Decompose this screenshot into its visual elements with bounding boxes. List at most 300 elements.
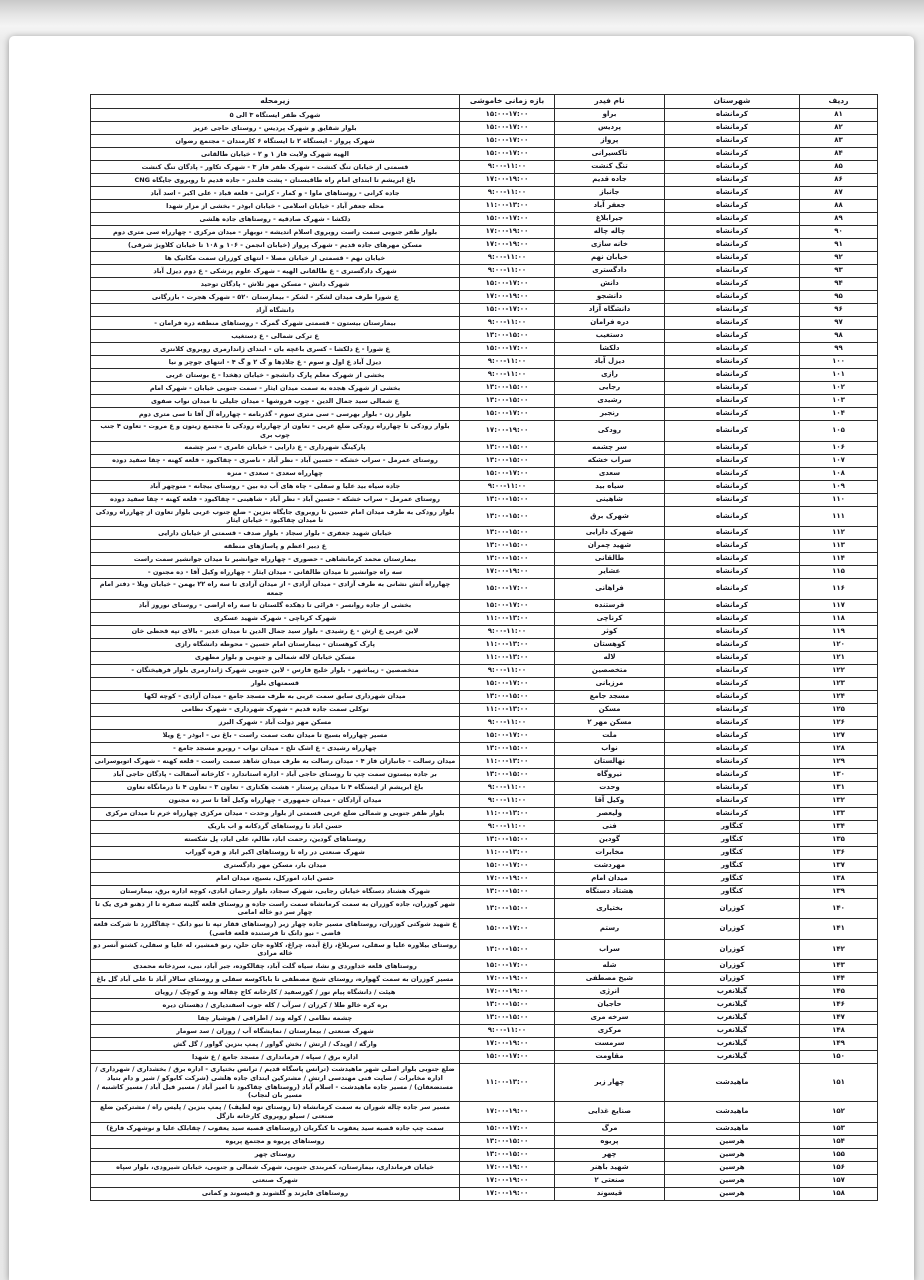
cell-subareas: ع دبیر اعظم و پاساژهای منطقه [91, 540, 460, 553]
cell-subareas: بخشی از جاده روانسر - قرائی تا دهکده گلستان تا سه راه اراضی - روستای نوروز آباد [91, 599, 460, 612]
cell-county: کرمانشاه [665, 612, 800, 625]
cell-subareas: بیمارستان محمد کرمانشاهی - حصوری - چهارراه جوانشیر تا میدان جوانشیر سمت راست [91, 553, 460, 566]
cell-row-number: ۱۴۹ [800, 1038, 878, 1051]
cell-county: کرمانشاه [665, 625, 800, 638]
table-row [91, 252, 878, 265]
cell-feeder: سرخه مری [555, 1012, 665, 1025]
cell-subareas: شهرک دانش - مسکن مهر تلاش - پادگان توحید [91, 278, 460, 291]
cell-county: کرمانشاه [665, 317, 800, 330]
cell-time-range: ۱۳:۰۰-۱۵:۰۰ [460, 382, 555, 395]
cell-subareas: جاده کرانی - روستاهای ماوا - و کمار - کرانی - قلعه قباد - علی اکبر - اسد آباد [91, 187, 460, 200]
cell-county: کنگاور [665, 820, 800, 833]
cell-time-range: ۱۵:۰۰-۱۷:۰۰ [460, 109, 555, 122]
table-row [91, 1025, 878, 1038]
cell-row-number: ۱۲۱ [800, 651, 878, 664]
cell-row-number: ۱۴۲ [800, 939, 878, 960]
table-row [91, 493, 878, 506]
table-row [91, 467, 878, 480]
cell-row-number: ۸۴ [800, 148, 878, 161]
table-row [91, 1148, 878, 1161]
cell-subareas: محله جعفر آباد - خیابان اسلامی - خیابان ابوذر - بخشی از مزار شهدا [91, 200, 460, 213]
cell-county: کرمانشاه [665, 135, 800, 148]
cell-time-range: ۱۳:۰۰-۱۵:۰۰ [460, 898, 555, 919]
cell-county: کرمانشاه [665, 226, 800, 239]
table-row [91, 638, 878, 651]
cell-row-number: ۱۰۹ [800, 480, 878, 493]
cell-feeder: مسکن [555, 703, 665, 716]
cell-time-range: ۹:۰۰-۱۱:۰۰ [460, 161, 555, 174]
cell-time-range: ۱۳:۰۰-۱۵:۰۰ [460, 999, 555, 1012]
cell-row-number: ۱۰۲ [800, 382, 878, 395]
table-row [91, 304, 878, 317]
cell-time-range: ۱۷:۰۰-۱۹:۰۰ [460, 226, 555, 239]
cell-county: هرسین [665, 1135, 800, 1148]
cell-feeder: پریوه [555, 1135, 665, 1148]
cell-feeder: خانه سازی [555, 239, 665, 252]
table-row [91, 506, 878, 527]
cell-row-number: ۱۳۹ [800, 885, 878, 898]
cell-county: گیلانغرب [665, 1038, 800, 1051]
cell-county: گیلانغرب [665, 1025, 800, 1038]
cell-county: هرسین [665, 1161, 800, 1174]
cell-subareas: بره کره خالو طلا / کرزان / سرآب / کله جوب اسفندیاری / دهستان دیره [91, 999, 460, 1012]
cell-county: کرمانشاه [665, 781, 800, 794]
table-row [91, 148, 878, 161]
table-row [91, 939, 878, 960]
cell-county: کرمانشاه [665, 265, 800, 278]
cell-feeder: رنجبر [555, 408, 665, 421]
cell-subareas: پارکینگ شهرداری - ع دارایی - خیابان عامری - سر چشمه [91, 441, 460, 454]
table-row [91, 1051, 878, 1064]
cell-county: کرمانشاه [665, 716, 800, 729]
cell-time-range: ۱۵:۰۰-۱۷:۰۰ [460, 122, 555, 135]
cell-feeder: شهید چمران [555, 540, 665, 553]
cell-county: کرمانشاه [665, 553, 800, 566]
cell-feeder: تنگ کنشت [555, 161, 665, 174]
table-row [91, 729, 878, 742]
cell-county: کرمانشاه [665, 252, 800, 265]
cell-subareas: قسمتی از خیابان تنگ کنشت - شهرک ظفر فاز ۳ - شهرک تکاور - پادگان تنگ کنشت [91, 161, 460, 174]
cell-feeder: سعدی [555, 467, 665, 480]
cell-feeder: مخابرات [555, 846, 665, 859]
cell-feeder: ملت [555, 729, 665, 742]
cell-time-range: ۱۳:۰۰-۱۵:۰۰ [460, 1148, 555, 1161]
cell-subareas: هیئت / دانشگاه پیام نور / کورسفید / کارخانه کاج چقاله وند و کوچک / رویان [91, 986, 460, 999]
cell-time-range: ۹:۰۰-۱۱:۰۰ [460, 820, 555, 833]
cell-feeder: فنی [555, 820, 665, 833]
cell-row-number: ۱۰۴ [800, 408, 878, 421]
cell-subareas: مسکن مهرهای جاده قدیم - شهرک پرواز (خیابان انجمن - ۱۰۶ و ۱۰۸ تا خیابان کلاویژ شرقی) [91, 239, 460, 252]
cell-row-number: ۱۰۱ [800, 369, 878, 382]
cell-subareas: بلوار رودکی تا چهارراه رودکی ضلع غربی - تعاون از چهارراه رودکی تا مجتمع زیتون و ع مروت - تعاون ۴ جنب چوب بری [91, 421, 460, 442]
cell-feeder: رستم [555, 919, 665, 940]
cell-subareas: چهارراه سعدی - سعدی - منزه [91, 467, 460, 480]
cell-subareas: خیابان شهید جعفری - بلوار سجاد - بلوار صدف - قسمتی از خیابان دارایی [91, 527, 460, 540]
cell-time-range: ۱۱:۰۰-۱۳:۰۰ [460, 755, 555, 768]
cell-feeder: نهالستان [555, 755, 665, 768]
cell-row-number: ۱۰۷ [800, 454, 878, 467]
cell-row-number: ۱۵۷ [800, 1174, 878, 1187]
cell-row-number: ۱۰۳ [800, 395, 878, 408]
cell-row-number: ۱۴۰ [800, 898, 878, 919]
cell-subareas: متخصصین - زیباشهر - بلوار خلیج فارس - لاین جنوبی شهرک ژاندارمری بلوار فرهیختگان - [91, 664, 460, 677]
cell-row-number: ۱۳۵ [800, 833, 878, 846]
cell-row-number: ۱۳۰ [800, 768, 878, 781]
cell-row-number: ۸۶ [800, 174, 878, 187]
cell-row-number: ۹۵ [800, 291, 878, 304]
table-row [91, 1135, 878, 1148]
cell-county: کرمانشاه [665, 638, 800, 651]
cell-time-range: ۱۷:۰۰-۱۹:۰۰ [460, 1102, 555, 1123]
cell-row-number: ۱۴۴ [800, 973, 878, 986]
table-row [91, 898, 878, 919]
cell-row-number: ۱۰۶ [800, 441, 878, 454]
cell-time-range: ۱۵:۰۰-۱۷:۰۰ [460, 213, 555, 226]
cell-time-range: ۱۷:۰۰-۱۹:۰۰ [460, 872, 555, 885]
cell-time-range: ۱۳:۰۰-۱۵:۰۰ [460, 493, 555, 506]
table-row [91, 187, 878, 200]
cell-subareas: مسیر کوزران به سمت گهواره، روستای شیخ مصطفی تا باباکوسه سفلی و روستای سالار آباد تا علی آباد گل باغ [91, 973, 460, 986]
cell-subareas: لاین غربی ع ارش - ع رشیدی - بلوار سید جمال الدین تا میدان غدیر - بالای تپه قحطی خان [91, 625, 460, 638]
cell-county: کرمانشاه [665, 148, 800, 161]
cell-time-range: ۱۳:۰۰-۱۵:۰۰ [460, 742, 555, 755]
cell-row-number: ۱۳۴ [800, 820, 878, 833]
cell-time-range: ۱۳:۰۰-۱۵:۰۰ [460, 395, 555, 408]
table-row [91, 135, 878, 148]
cell-subareas: توکلی سمت جاده قدیم - شهرک شهرداری - شهرک نظامی [91, 703, 460, 716]
cell-feeder: رازی [555, 369, 665, 382]
cell-feeder: دره فرامان [555, 317, 665, 330]
cell-feeder: سراب خشکه [555, 454, 665, 467]
cell-time-range: ۹:۰۰-۱۱:۰۰ [460, 317, 555, 330]
table-row [91, 553, 878, 566]
table-row [91, 625, 878, 638]
cell-county: کرمانشاه [665, 729, 800, 742]
table-row [91, 540, 878, 553]
cell-subareas: شهرک ظفر ایستگاه ۳ الی ۵ [91, 109, 460, 122]
cell-row-number: ۱۱۸ [800, 612, 878, 625]
cell-county: کرمانشاه [665, 664, 800, 677]
cell-time-range: ۱۵:۰۰-۱۷:۰۰ [460, 729, 555, 742]
header-cell-county: شهرستان [665, 95, 800, 109]
cell-subareas: خیابان نهم - قسمتی از خیابان مصلا - انتهای کوزران سمت مکانیک ها [91, 252, 460, 265]
cell-row-number: ۱۲۴ [800, 690, 878, 703]
cell-county: کرمانشاه [665, 304, 800, 317]
cell-subareas: بخشی از شهرک هجده به سمت میدان ایثار - سمت جنوبی خیابان - شهرک امام [91, 382, 460, 395]
cell-subareas: ضلع جنوبی بلوار اصلی شهر ماهیدشت (ترانس پاسگاه قدیم / ترانس بختیاری - اداره برق / بخشداری / شهرداری / اداره مخابرات / سایت فنی مهندسی ارتش / مشترکین ابتدای جاده هلشی (شرکت کابوکو / شیر و دام بنیاد مستضعفان) / مسیر جاده ماهیدشت - اسلام آباد (روستاهای چقاکبود تا امیر آباد / مسیر فیل آباد / مسیر کاشنبه / مسیر بان لنجاب) [91, 1064, 460, 1102]
cell-county: کرمانشاه [665, 599, 800, 612]
cell-feeder: دیزل آباد [555, 356, 665, 369]
cell-row-number: ۸۳ [800, 135, 878, 148]
cell-county: کرمانشاه [665, 395, 800, 408]
cell-time-range: ۱۷:۰۰-۱۹:۰۰ [460, 1174, 555, 1187]
table-row [91, 441, 878, 454]
cell-feeder: شله [555, 960, 665, 973]
cell-time-range: ۱۵:۰۰-۱۷:۰۰ [460, 579, 555, 600]
cell-row-number: ۱۲۲ [800, 664, 878, 677]
cell-time-range: ۱۵:۰۰-۱۷:۰۰ [460, 960, 555, 973]
cell-feeder: شاهینی [555, 493, 665, 506]
cell-feeder: مقاومت [555, 1051, 665, 1064]
cell-time-range: ۱۳:۰۰-۱۵:۰۰ [460, 1135, 555, 1148]
cell-time-range: ۱۵:۰۰-۱۷:۰۰ [460, 859, 555, 872]
cell-time-range: ۹:۰۰-۱۱:۰۰ [460, 187, 555, 200]
cell-subareas: میدان آزادگان - میدان جمهوری - چهارراه وکیل آقا تا سر ده مجنون [91, 794, 460, 807]
cell-feeder: فراهانی [555, 579, 665, 600]
cell-time-range: ۱۳:۰۰-۱۵:۰۰ [460, 768, 555, 781]
cell-row-number: ۱۲۹ [800, 755, 878, 768]
cell-time-range: ۱۳:۰۰-۱۵:۰۰ [460, 527, 555, 540]
cell-row-number: ۱۱۱ [800, 506, 878, 527]
cell-county: کرمانشاه [665, 187, 800, 200]
cell-subareas: پارک کوهستان - بیمارستان امام حسین - محوطه دانشگاه رازی [91, 638, 460, 651]
cell-subareas: بلوار ظفر جنوبی سمت راست روبروی اسلام اندیشه - نوبهار - میدان مرکزی - چهارراه سی متری دوم [91, 226, 460, 239]
table-row [91, 999, 878, 1012]
cell-county: کوزران [665, 939, 800, 960]
header-cell-row-number: ردیف [800, 95, 878, 109]
table-header [91, 95, 878, 109]
cell-row-number: ۱۳۲ [800, 794, 878, 807]
table-row [91, 1161, 878, 1174]
table-row [91, 846, 878, 859]
table-row [91, 226, 878, 239]
cell-row-number: ۱۲۳ [800, 677, 878, 690]
cell-subareas: حسن اباد تا روستاهای گردکانه و اب باریک [91, 820, 460, 833]
cell-feeder: کوهستان [555, 638, 665, 651]
cell-time-range: ۱۵:۰۰-۱۷:۰۰ [460, 343, 555, 356]
cell-feeder: بختیاری [555, 898, 665, 919]
outage-table-container [90, 94, 878, 1201]
cell-row-number: ۱۲۸ [800, 742, 878, 755]
cell-feeder: جعفر آباد [555, 200, 665, 213]
cell-subareas: سه راه جوانشیر تا میدان طالقانی - میدان ایثار - چهارراه وکیل آقا - ده مجنون - [91, 566, 460, 579]
table-row [91, 356, 878, 369]
cell-feeder: جانباز [555, 187, 665, 200]
cell-feeder: قیسوند [555, 1187, 665, 1200]
cell-subareas: اداره برق / سپاه / فرمانداری / مسجد جامع / ع شهدا [91, 1051, 460, 1064]
cell-subareas: بر جاده بیستون سمت چپ تا روستای حاجی آباد - اداره استاندارد - کارخانه آسفالت - پادگان حاجی آباد [91, 768, 460, 781]
table-row [91, 421, 878, 442]
cell-time-range: ۱۵:۰۰-۱۷:۰۰ [460, 148, 555, 161]
cell-time-range: ۹:۰۰-۱۱:۰۰ [460, 664, 555, 677]
table-row [91, 161, 878, 174]
table-row [91, 973, 878, 986]
cell-time-range: ۱۳:۰۰-۱۵:۰۰ [460, 833, 555, 846]
cell-subareas: دیزل آباد ع اول و سوم - ع جلادها و گ ۲ و گ ۴ - انتهای جوچر و نیا [91, 356, 460, 369]
cell-feeder: مسکن مهر ۲ [555, 716, 665, 729]
cell-subareas: روستای عمرمل - سراب خشکه - حسین آباد - نظر آباد - ناصری - چقاکبود - قلعه کهنه - چقا سفید دوده [91, 454, 460, 467]
cell-subareas: شهرک پرواز - ایستگاه ۲ تا ایستگاه ۶ کارمندان - مجتمع رضوان [91, 135, 460, 148]
table-row [91, 755, 878, 768]
table-row [91, 664, 878, 677]
header-cell-feeder: نام فیدر [555, 95, 665, 109]
cell-row-number: ۱۲۵ [800, 703, 878, 716]
cell-feeder: سرمست [555, 1038, 665, 1051]
cell-row-number: ۱۵۳ [800, 1122, 878, 1135]
cell-county: کرمانشاه [665, 493, 800, 506]
cell-feeder: مرگ [555, 1122, 665, 1135]
table-row [91, 239, 878, 252]
cell-row-number: ۱۳۷ [800, 859, 878, 872]
cell-feeder: شهید باهنر [555, 1161, 665, 1174]
table-row [91, 480, 878, 493]
table-row [91, 742, 878, 755]
cell-time-range: ۱۷:۰۰-۱۹:۰۰ [460, 174, 555, 187]
cell-feeder: جاده قدیم [555, 174, 665, 187]
table-row [91, 599, 878, 612]
cell-row-number: ۱۳۸ [800, 872, 878, 885]
table-row [91, 1187, 878, 1200]
table-row [91, 200, 878, 213]
cell-row-number: ۱۰۸ [800, 467, 878, 480]
cell-row-number: ۸۹ [800, 213, 878, 226]
cell-county: کرمانشاه [665, 690, 800, 703]
table-row [91, 343, 878, 356]
cell-row-number: ۱۱۴ [800, 553, 878, 566]
cell-subareas: روستای بیلاوره علیا و سفلی، سربلاغ، زاغ آبده، چراغ، کلاوه جان حلن، رنو قمشیر، له علیا و سفلی، کشتو آنسر دو خاله مرادی [91, 939, 460, 960]
cell-time-range: ۱۵:۰۰-۱۷:۰۰ [460, 135, 555, 148]
cell-county: کرمانشاه [665, 506, 800, 527]
cell-county: گیلانغرب [665, 1012, 800, 1025]
document-page [9, 36, 914, 1280]
cell-feeder: سراب [555, 939, 665, 960]
cell-county: کرمانشاه [665, 278, 800, 291]
cell-feeder: چهار زبر [555, 1064, 665, 1102]
cell-feeder: عشایر [555, 566, 665, 579]
table-row [91, 408, 878, 421]
cell-time-range: ۱۱:۰۰-۱۳:۰۰ [460, 807, 555, 820]
cell-feeder: رجایی [555, 382, 665, 395]
cell-feeder: وحدت [555, 781, 665, 794]
cell-county: کرمانشاه [665, 122, 800, 135]
cell-row-number: ۹۴ [800, 278, 878, 291]
cell-time-range: ۱۵:۰۰-۱۷:۰۰ [460, 677, 555, 690]
cell-subareas: مسیر چهارراه بسیج تا میدان نفت سمت راست - باغ نی - ابوذر - ع ویلا [91, 729, 460, 742]
table-row [91, 395, 878, 408]
cell-feeder: رشیدی [555, 395, 665, 408]
table-row [91, 960, 878, 973]
cell-county: هرسین [665, 1187, 800, 1200]
cell-county: کرمانشاه [665, 421, 800, 442]
cell-time-range: ۱۵:۰۰-۱۷:۰۰ [460, 467, 555, 480]
cell-subareas: دلکشا - شهرک صادقیه - روستاهای جاده هلشی [91, 213, 460, 226]
cell-subareas: ع شورا طرف میدان لشکر - لشکر - بیمارستان ۵۲۰ - شهرک هجرت - بازرگانی [91, 291, 460, 304]
cell-county: کرمانشاه [665, 755, 800, 768]
cell-county: کرمانشاه [665, 441, 800, 454]
header-cell-subareas: زیرمحله [91, 95, 460, 109]
cell-time-range: ۱۳:۰۰-۱۵:۰۰ [460, 553, 555, 566]
cell-row-number: ۹۶ [800, 304, 878, 317]
cell-time-range: ۱۱:۰۰-۱۳:۰۰ [460, 200, 555, 213]
cell-subareas: شهرک دادگستری - ع طالقانی الهیه - شهرک علوم پزشکی - ع دوم دیزل آباد [91, 265, 460, 278]
cell-subareas: روستای عمرمل - سراب خشکه - حسین آباد - نظر آباد - شاهینی - چقاکبود - قلعه کهنه - چقا سفید دوده [91, 493, 460, 506]
cell-feeder: رودکی [555, 421, 665, 442]
table-row [91, 174, 878, 187]
cell-time-range: ۱۱:۰۰-۱۳:۰۰ [460, 703, 555, 716]
cell-county: کرمانشاه [665, 343, 800, 356]
cell-subareas: بلوار شقایق و شهرک پردیس - روستای حاجی عزیز [91, 122, 460, 135]
cell-time-range: ۱۵:۰۰-۱۷:۰۰ [460, 278, 555, 291]
cell-feeder: صنایع غذایی [555, 1102, 665, 1123]
cell-feeder: فرستنده [555, 599, 665, 612]
cell-feeder: جیرابلاغ [555, 213, 665, 226]
table-row [91, 612, 878, 625]
cell-time-range: ۱۳:۰۰-۱۵:۰۰ [460, 506, 555, 527]
cell-feeder: دلکشا [555, 343, 665, 356]
cell-feeder: صنعتی ۲ [555, 1174, 665, 1187]
cell-time-range: ۱۳:۰۰-۱۵:۰۰ [460, 330, 555, 343]
cell-county: گیلانغرب [665, 1051, 800, 1064]
cell-row-number: ۱۱۰ [800, 493, 878, 506]
cell-subareas: شهرک کرناچی - شهرک شهید عسکری [91, 612, 460, 625]
cell-feeder: ولیعصر [555, 807, 665, 820]
cell-subareas: چشمه نظامی / کوله وند / اطرافی / هوشیار چقا [91, 1012, 460, 1025]
cell-subareas: خیابان فرمانداری، بیمارستان، کمربندی جنوبی، شهرک شمالی و جنوبی، خیابان شیرودی، بلوار سپاه [91, 1161, 460, 1174]
table-row [91, 330, 878, 343]
cell-time-range: ۱۱:۰۰-۱۳:۰۰ [460, 1064, 555, 1102]
cell-row-number: ۱۳۶ [800, 846, 878, 859]
cell-county: ماهیدشت [665, 1122, 800, 1135]
table-row [91, 781, 878, 794]
cell-county: کرمانشاه [665, 291, 800, 304]
cell-time-range: ۱۵:۰۰-۱۷:۰۰ [460, 304, 555, 317]
cell-county: کرمانشاه [665, 794, 800, 807]
cell-county: کرمانشاه [665, 527, 800, 540]
cell-time-range: ۹:۰۰-۱۱:۰۰ [460, 1025, 555, 1038]
table-row [91, 566, 878, 579]
cell-row-number: ۱۰۰ [800, 356, 878, 369]
cell-row-number: ۸۸ [800, 200, 878, 213]
cell-subareas: باغ ابریشم تا ابتدای امام راه طاقبستان - پشت قلندر - جاده قدیم تا روبروی جایگاه CNG [91, 174, 460, 187]
cell-county: کنگاور [665, 885, 800, 898]
cell-feeder: دستغیب [555, 330, 665, 343]
cell-time-range: ۱۷:۰۰-۱۹:۰۰ [460, 566, 555, 579]
cell-county: کرمانشاه [665, 382, 800, 395]
cell-row-number: ۹۰ [800, 226, 878, 239]
cell-subareas: شهرک صنعتی / بیمارستان / نمایشگاه آب / روزان / سد سومار [91, 1025, 460, 1038]
cell-time-range: ۹:۰۰-۱۱:۰۰ [460, 480, 555, 493]
cell-county: گیلانغرب [665, 986, 800, 999]
cell-feeder: کرناچی [555, 612, 665, 625]
cell-time-range: ۱۷:۰۰-۱۹:۰۰ [460, 986, 555, 999]
table-row [91, 833, 878, 846]
cell-county: کرمانشاه [665, 109, 800, 122]
table-row [91, 690, 878, 703]
cell-time-range: ۱۷:۰۰-۱۹:۰۰ [460, 1187, 555, 1200]
cell-county: کنگاور [665, 872, 800, 885]
cell-row-number: ۱۳۳ [800, 807, 878, 820]
cell-subareas: شهرک صنعتی در راه تا روستاهای اکبر اباد و قره گوراب [91, 846, 460, 859]
cell-county: کرمانشاه [665, 239, 800, 252]
cell-subareas: روستاهای پریوه و مجتمع پریوه [91, 1135, 460, 1148]
cell-county: کرمانشاه [665, 807, 800, 820]
cell-row-number: ۱۲۶ [800, 716, 878, 729]
table-row [91, 317, 878, 330]
cell-row-number: ۱۵۴ [800, 1135, 878, 1148]
cell-subareas: بلوار زن - بلوار بهرسی - سی متری سوم - گذرنامه - چهارراه آل آقا تا سی متری دوم [91, 408, 460, 421]
table-row [91, 885, 878, 898]
cell-row-number: ۱۱۷ [800, 599, 878, 612]
table-row [91, 369, 878, 382]
table-row [91, 872, 878, 885]
table-row [91, 1102, 878, 1123]
cell-county: کرمانشاه [665, 467, 800, 480]
cell-subareas: بیمارستان بیستون - قسمتی شهرک گمرک - روستاهای منطقه دره فرامان - [91, 317, 460, 330]
cell-row-number: ۹۷ [800, 317, 878, 330]
cell-row-number: ۱۱۲ [800, 527, 878, 540]
cell-county: کرمانشاه [665, 768, 800, 781]
cell-time-range: ۱۳:۰۰-۱۵:۰۰ [460, 540, 555, 553]
